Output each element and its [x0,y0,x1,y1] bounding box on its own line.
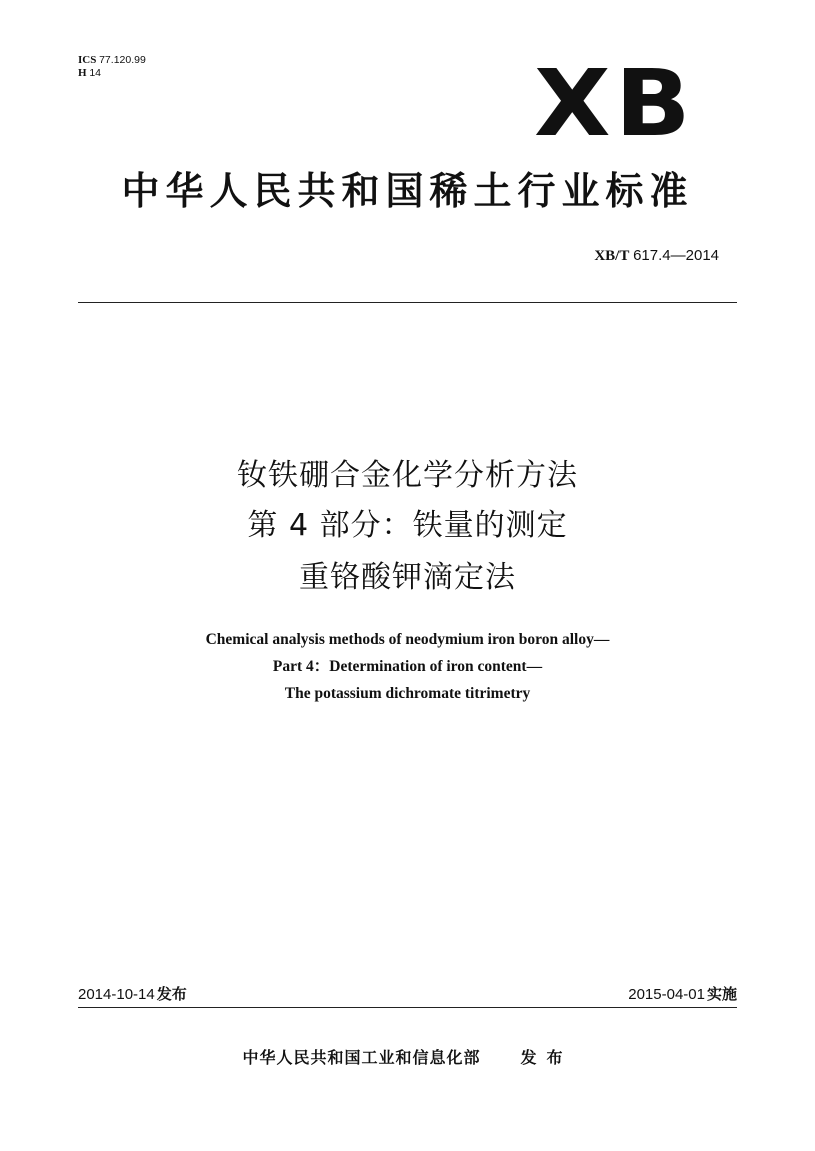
implementation-date [628,983,737,1004]
standard-number [594,247,719,265]
implementation-date-value: 2015-04-01 [628,986,705,1003]
standard-code: 617.4—2014 [633,247,719,264]
title-en-line-3: The potassium dichromate titrimetry [284,685,531,702]
issue-date [78,983,187,1004]
issuer-name: 中华人民共和国工业和信息化部 [242,1048,481,1067]
implementation-date-label: 实施 [706,985,737,1003]
ccs-label: H [78,67,87,79]
ics-number: 77.120.99 [99,54,146,66]
issue-date-value: 2014-10-14 [78,986,155,1003]
title-zh-line-2: 第 4 部分：铁量的测定 [247,508,568,543]
title-en-line-1: Chemical analysis methods of neodymium iron boron alloy— [205,631,610,648]
title-zh-line-3: 重铬酸钾滴定法 [299,560,516,595]
ics-code [78,54,146,66]
top-divider [78,302,737,303]
title-zh-line-1: 钕铁硼合金化学分析方法 [237,458,578,493]
ics-label: ICS [78,54,97,66]
ccs-code [78,67,101,79]
organization-title: 中华人民共和国稀土行业标准 [121,169,694,213]
standard-prefix: XB/T [594,248,630,264]
bottom-divider [78,1007,737,1008]
issuer-action: 发布 [520,1048,573,1067]
ccs-number: 14 [89,67,101,79]
issue-date-label: 发布 [156,985,187,1003]
title-en-line-2: Part 4：Determination of iron content— [272,658,543,675]
issuer [0,1045,815,1068]
xb-logo: XB [534,50,695,157]
